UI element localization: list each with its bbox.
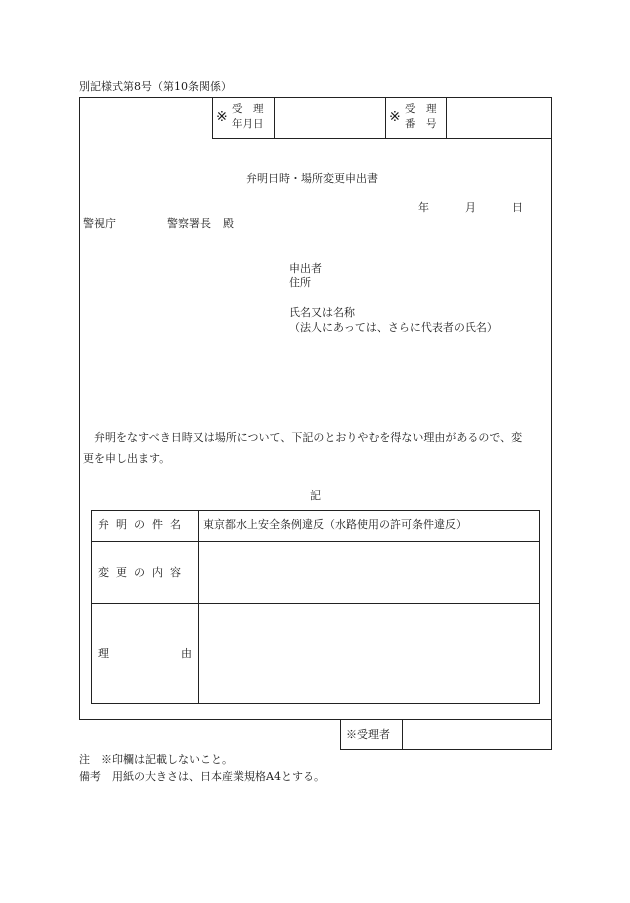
receipt-no-label-line1: 受 理: [405, 103, 437, 115]
receipt-no-mark: ※: [389, 109, 401, 125]
date-day: 日: [512, 201, 523, 214]
row-label-subject: 弁明の件名: [98, 518, 188, 531]
applicant-label: 申出者: [289, 262, 322, 275]
header-divider: [385, 97, 386, 138]
receipt-no-label-line2: 番 号: [405, 118, 437, 130]
table-column-divider: [198, 510, 199, 704]
header-row-bottom: [212, 138, 552, 139]
body-text-line1: 弁明をなすべき日時又は場所について、下記のとおりやむを得ない理由があるので、変: [94, 431, 523, 444]
receipt-date-label-line2: 年月日: [232, 118, 264, 130]
receipt-date-label-line1: 受 理: [232, 103, 264, 115]
addressee-honorific: 殿: [223, 217, 234, 230]
addressee-agency: 警視庁: [83, 217, 116, 230]
note-1: 注 ※印欄は記載しないこと。: [79, 753, 233, 766]
body-text-line2: 更を申し出ます。: [83, 452, 171, 465]
row-label-change: 変更の内容: [98, 566, 188, 579]
details-table: [91, 510, 540, 704]
applicant-address-label: 住所: [289, 276, 311, 289]
note-2: 備考 用紙の大きさは、日本産業規格A4とする。: [79, 770, 325, 783]
applicant-name-label: 氏名又は名称: [289, 306, 355, 319]
receiver-input[interactable]: [403, 721, 551, 749]
table-row-divider: [91, 603, 540, 604]
row-value-subject[interactable]: 東京都水上安全条例違反（水路使用の許可条件違反）: [203, 518, 467, 531]
date-month: 月: [465, 201, 476, 214]
row-label-reason-left: 理: [98, 647, 109, 660]
date-year: 年: [418, 201, 429, 214]
addressee-chief: 警察署長: [167, 217, 211, 230]
receipt-date-mark: ※: [216, 109, 228, 125]
applicant-name-note: （法人にあっては、さらに代表者の氏名）: [289, 321, 498, 334]
header-divider: [212, 97, 213, 138]
form-label: 別記様式第8号（第10条関係）: [79, 80, 232, 93]
table-row-divider: [91, 541, 540, 542]
document-title: 弁明日時・場所変更申出書: [246, 172, 378, 185]
ki-label: 記: [310, 489, 321, 502]
receipt-no-input[interactable]: [447, 98, 551, 138]
receiver-label: ※受理者: [346, 728, 390, 741]
receipt-date-input[interactable]: [275, 98, 385, 138]
row-label-reason-right: 由: [181, 647, 192, 660]
